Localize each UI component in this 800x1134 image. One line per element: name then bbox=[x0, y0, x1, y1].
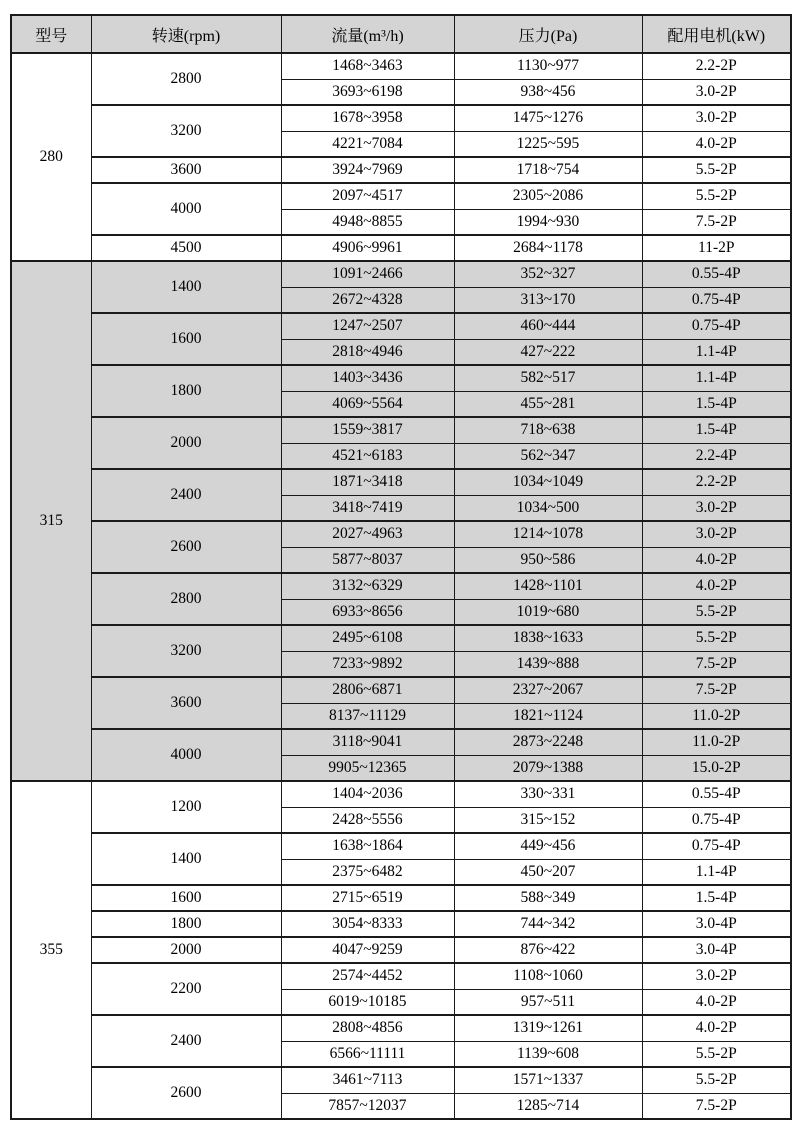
speed-cell: 4000 bbox=[91, 183, 281, 235]
motor-cell: 3.0-4P bbox=[642, 937, 791, 963]
flow-cell: 6566~11111 bbox=[281, 1041, 454, 1067]
motor-cell: 11.0-2P bbox=[642, 703, 791, 729]
speed-cell: 3600 bbox=[91, 157, 281, 183]
flow-cell: 6933~8656 bbox=[281, 599, 454, 625]
table-row bbox=[11, 183, 791, 209]
speed-cell: 3200 bbox=[91, 105, 281, 157]
speed-cell: 2600 bbox=[91, 521, 281, 573]
speed-cell: 2200 bbox=[91, 963, 281, 1015]
flow-cell: 3132~6329 bbox=[281, 573, 454, 599]
model-cell: 315 bbox=[11, 261, 91, 781]
speed-cell: 4500 bbox=[91, 235, 281, 261]
speed-cell: 2400 bbox=[91, 1015, 281, 1067]
flow-cell: 2715~6519 bbox=[281, 885, 454, 911]
pressure-cell: 1139~608 bbox=[454, 1041, 642, 1067]
pressure-cell: 1475~1276 bbox=[454, 105, 642, 131]
flow-cell: 2027~4963 bbox=[281, 521, 454, 547]
flow-cell: 4047~9259 bbox=[281, 937, 454, 963]
table-row bbox=[11, 885, 791, 911]
speed-cell: 1600 bbox=[91, 885, 281, 911]
table-row bbox=[11, 53, 791, 79]
motor-cell: 4.0-2P bbox=[642, 573, 791, 599]
flow-cell: 1871~3418 bbox=[281, 469, 454, 495]
flow-cell: 1468~3463 bbox=[281, 53, 454, 79]
column-header-pressure: 压力(Pa) bbox=[454, 15, 642, 53]
pressure-cell: 938~456 bbox=[454, 79, 642, 105]
motor-cell: 1.5-4P bbox=[642, 885, 791, 911]
motor-cell: 2.2-2P bbox=[642, 53, 791, 79]
motor-cell: 2.2-4P bbox=[642, 443, 791, 469]
table-row bbox=[11, 469, 791, 495]
pressure-cell: 455~281 bbox=[454, 391, 642, 417]
speed-cell: 2800 bbox=[91, 573, 281, 625]
table-row bbox=[11, 313, 791, 339]
motor-cell: 11-2P bbox=[642, 235, 791, 261]
pressure-cell: 1034~1049 bbox=[454, 469, 642, 495]
motor-cell: 4.0-2P bbox=[642, 1015, 791, 1041]
pressure-cell: 427~222 bbox=[454, 339, 642, 365]
pressure-cell: 2873~2248 bbox=[454, 729, 642, 755]
table-row bbox=[11, 1015, 791, 1041]
header-row bbox=[11, 15, 791, 53]
motor-cell: 15.0-2P bbox=[642, 755, 791, 781]
pressure-cell: 957~511 bbox=[454, 989, 642, 1015]
flow-cell: 4069~5564 bbox=[281, 391, 454, 417]
pressure-cell: 1428~1101 bbox=[454, 573, 642, 599]
motor-cell: 2.2-2P bbox=[642, 469, 791, 495]
flow-cell: 3054~8333 bbox=[281, 911, 454, 937]
table-row bbox=[11, 677, 791, 703]
table-row bbox=[11, 105, 791, 131]
motor-cell: 5.5-2P bbox=[642, 157, 791, 183]
motor-cell: 0.75-4P bbox=[642, 287, 791, 313]
flow-cell: 7233~9892 bbox=[281, 651, 454, 677]
column-header-speed: 转速(rpm) bbox=[91, 15, 281, 53]
table-row bbox=[11, 157, 791, 183]
motor-cell: 3.0-2P bbox=[642, 79, 791, 105]
motor-cell: 5.5-2P bbox=[642, 1067, 791, 1093]
table-header bbox=[11, 15, 791, 53]
flow-cell: 1403~3436 bbox=[281, 365, 454, 391]
motor-cell: 1.5-4P bbox=[642, 391, 791, 417]
pressure-cell: 588~349 bbox=[454, 885, 642, 911]
motor-cell: 3.0-2P bbox=[642, 495, 791, 521]
pressure-cell: 2327~2067 bbox=[454, 677, 642, 703]
pressure-cell: 330~331 bbox=[454, 781, 642, 807]
pressure-cell: 1214~1078 bbox=[454, 521, 642, 547]
flow-cell: 3924~7969 bbox=[281, 157, 454, 183]
flow-cell: 5877~8037 bbox=[281, 547, 454, 573]
flow-cell: 8137~11129 bbox=[281, 703, 454, 729]
pressure-cell: 1439~888 bbox=[454, 651, 642, 677]
table-row bbox=[11, 521, 791, 547]
motor-cell: 5.5-2P bbox=[642, 1041, 791, 1067]
table-row bbox=[11, 937, 791, 963]
pressure-cell: 744~342 bbox=[454, 911, 642, 937]
table-body bbox=[11, 53, 791, 1119]
flow-cell: 3461~7113 bbox=[281, 1067, 454, 1093]
speed-cell: 1400 bbox=[91, 833, 281, 885]
pressure-cell: 1130~977 bbox=[454, 53, 642, 79]
column-header-flow: 流量(m³/h) bbox=[281, 15, 454, 53]
motor-cell: 0.75-4P bbox=[642, 833, 791, 859]
flow-cell: 9905~12365 bbox=[281, 755, 454, 781]
motor-cell: 1.5-4P bbox=[642, 417, 791, 443]
table-row bbox=[11, 729, 791, 755]
pressure-cell: 313~170 bbox=[454, 287, 642, 313]
pressure-cell: 460~444 bbox=[454, 313, 642, 339]
table-row bbox=[11, 625, 791, 651]
pressure-cell: 1718~754 bbox=[454, 157, 642, 183]
pressure-cell: 449~456 bbox=[454, 833, 642, 859]
flow-cell: 3418~7419 bbox=[281, 495, 454, 521]
motor-cell: 0.75-4P bbox=[642, 807, 791, 833]
flow-cell: 2574~4452 bbox=[281, 963, 454, 989]
column-header-motor: 配用电机(kW) bbox=[642, 15, 791, 53]
motor-cell: 3.0-2P bbox=[642, 963, 791, 989]
motor-cell: 7.5-2P bbox=[642, 209, 791, 235]
table-row bbox=[11, 781, 791, 807]
flow-cell: 2818~4946 bbox=[281, 339, 454, 365]
motor-cell: 1.1-4P bbox=[642, 339, 791, 365]
fan-specifications-table bbox=[10, 14, 792, 1120]
motor-cell: 4.0-2P bbox=[642, 989, 791, 1015]
motor-cell: 5.5-2P bbox=[642, 599, 791, 625]
table-row bbox=[11, 365, 791, 391]
flow-cell: 4221~7084 bbox=[281, 131, 454, 157]
flow-cell: 3693~6198 bbox=[281, 79, 454, 105]
motor-cell: 4.0-2P bbox=[642, 131, 791, 157]
pressure-cell: 1571~1337 bbox=[454, 1067, 642, 1093]
table-row bbox=[11, 963, 791, 989]
table-row bbox=[11, 573, 791, 599]
column-header-model: 型号 bbox=[11, 15, 91, 53]
table-row bbox=[11, 833, 791, 859]
flow-cell: 3118~9041 bbox=[281, 729, 454, 755]
motor-cell: 3.0-2P bbox=[642, 105, 791, 131]
pressure-cell: 1838~1633 bbox=[454, 625, 642, 651]
pressure-cell: 1994~930 bbox=[454, 209, 642, 235]
table-row bbox=[11, 235, 791, 261]
pressure-cell: 1821~1124 bbox=[454, 703, 642, 729]
pressure-cell: 718~638 bbox=[454, 417, 642, 443]
speed-cell: 2600 bbox=[91, 1067, 281, 1119]
motor-cell: 7.5-2P bbox=[642, 651, 791, 677]
motor-cell: 4.0-2P bbox=[642, 547, 791, 573]
speed-cell: 4000 bbox=[91, 729, 281, 781]
motor-cell: 7.5-2P bbox=[642, 1093, 791, 1119]
motor-cell: 3.0-2P bbox=[642, 521, 791, 547]
table-row bbox=[11, 911, 791, 937]
speed-cell: 3600 bbox=[91, 677, 281, 729]
pressure-cell: 582~517 bbox=[454, 365, 642, 391]
motor-cell: 11.0-2P bbox=[642, 729, 791, 755]
flow-cell: 2808~4856 bbox=[281, 1015, 454, 1041]
flow-cell: 1559~3817 bbox=[281, 417, 454, 443]
flow-cell: 4906~9961 bbox=[281, 235, 454, 261]
model-cell: 280 bbox=[11, 53, 91, 261]
pressure-cell: 1319~1261 bbox=[454, 1015, 642, 1041]
pressure-cell: 315~152 bbox=[454, 807, 642, 833]
pressure-cell: 352~327 bbox=[454, 261, 642, 287]
flow-cell: 2806~6871 bbox=[281, 677, 454, 703]
pressure-cell: 1019~680 bbox=[454, 599, 642, 625]
flow-cell: 1404~2036 bbox=[281, 781, 454, 807]
flow-cell: 4521~6183 bbox=[281, 443, 454, 469]
speed-cell: 2400 bbox=[91, 469, 281, 521]
speed-cell: 3200 bbox=[91, 625, 281, 677]
motor-cell: 5.5-2P bbox=[642, 625, 791, 651]
flow-cell: 1678~3958 bbox=[281, 105, 454, 131]
flow-cell: 2495~6108 bbox=[281, 625, 454, 651]
motor-cell: 1.1-4P bbox=[642, 859, 791, 885]
model-cell: 355 bbox=[11, 781, 91, 1119]
motor-cell: 5.5-2P bbox=[642, 183, 791, 209]
flow-cell: 1638~1864 bbox=[281, 833, 454, 859]
motor-cell: 0.55-4P bbox=[642, 261, 791, 287]
speed-cell: 1200 bbox=[91, 781, 281, 833]
flow-cell: 1091~2466 bbox=[281, 261, 454, 287]
pressure-cell: 2684~1178 bbox=[454, 235, 642, 261]
pressure-cell: 1034~500 bbox=[454, 495, 642, 521]
speed-cell: 1600 bbox=[91, 313, 281, 365]
pressure-cell: 1108~1060 bbox=[454, 963, 642, 989]
motor-cell: 1.1-4P bbox=[642, 365, 791, 391]
motor-cell: 0.75-4P bbox=[642, 313, 791, 339]
flow-cell: 2097~4517 bbox=[281, 183, 454, 209]
pressure-cell: 1225~595 bbox=[454, 131, 642, 157]
pressure-cell: 450~207 bbox=[454, 859, 642, 885]
speed-cell: 1800 bbox=[91, 365, 281, 417]
table-row bbox=[11, 261, 791, 287]
pressure-cell: 562~347 bbox=[454, 443, 642, 469]
speed-cell: 2000 bbox=[91, 417, 281, 469]
flow-cell: 7857~12037 bbox=[281, 1093, 454, 1119]
pressure-cell: 950~586 bbox=[454, 547, 642, 573]
flow-cell: 2672~4328 bbox=[281, 287, 454, 313]
motor-cell: 0.55-4P bbox=[642, 781, 791, 807]
pressure-cell: 2079~1388 bbox=[454, 755, 642, 781]
table-row bbox=[11, 417, 791, 443]
flow-cell: 6019~10185 bbox=[281, 989, 454, 1015]
pressure-cell: 1285~714 bbox=[454, 1093, 642, 1119]
speed-cell: 2000 bbox=[91, 937, 281, 963]
flow-cell: 2428~5556 bbox=[281, 807, 454, 833]
flow-cell: 2375~6482 bbox=[281, 859, 454, 885]
pressure-cell: 2305~2086 bbox=[454, 183, 642, 209]
flow-cell: 4948~8855 bbox=[281, 209, 454, 235]
motor-cell: 3.0-4P bbox=[642, 911, 791, 937]
motor-cell: 7.5-2P bbox=[642, 677, 791, 703]
speed-cell: 1400 bbox=[91, 261, 281, 313]
table-row bbox=[11, 1067, 791, 1093]
flow-cell: 1247~2507 bbox=[281, 313, 454, 339]
speed-cell: 1800 bbox=[91, 911, 281, 937]
pressure-cell: 876~422 bbox=[454, 937, 642, 963]
speed-cell: 2800 bbox=[91, 53, 281, 105]
